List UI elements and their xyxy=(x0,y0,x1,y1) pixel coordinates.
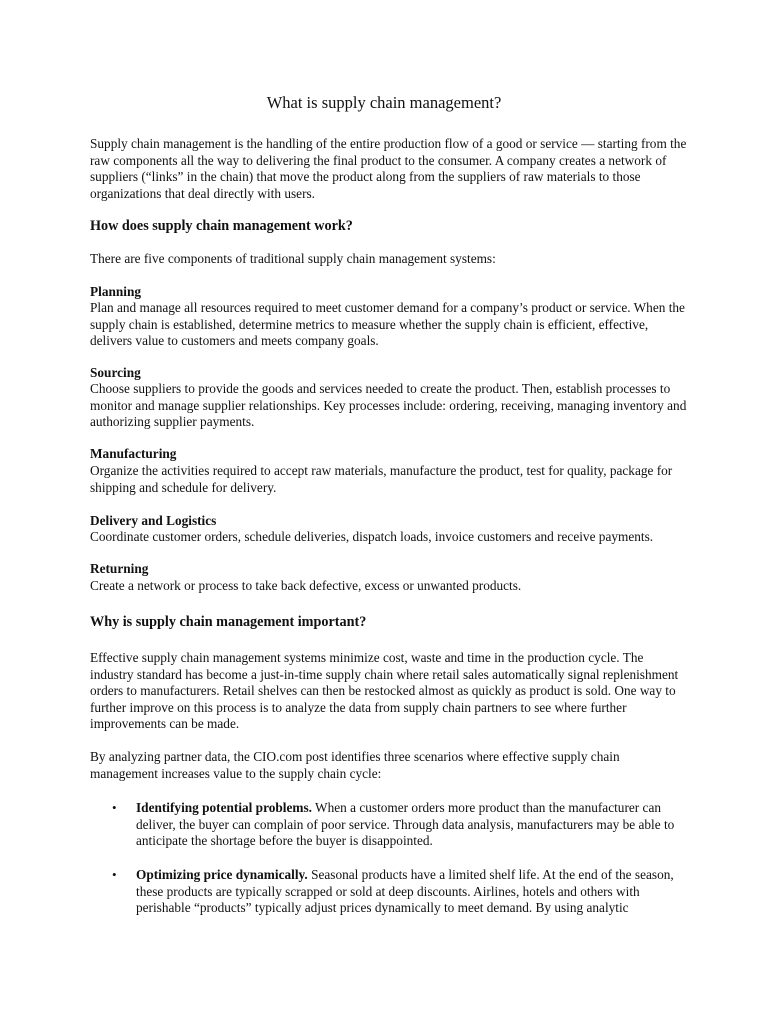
bullet-marker: • xyxy=(112,800,117,815)
list-item-lead: Identifying potential problems. xyxy=(136,800,312,815)
component-heading-manufacturing: Manufacturing xyxy=(90,446,177,461)
list-item-body: Seasonal products have a limited shelf life. At the end of the season, these products are typically scrapped or sold at deep discounts. Airlines, hotels and others with perishable “products” typically adjust prices dynamically to meet demand. By using analytic xyxy=(136,867,674,915)
section-heading-why: Why is supply chain management important? xyxy=(90,614,367,630)
component-text-returning: Create a network or process to take back defective, excess or unwanted products. xyxy=(90,578,522,593)
component-text-sourcing: Choose suppliers to provide the goods and services needed to create the product. Then, establish processes to monitor and manage supplier relationships. Key processes include: ordering, receiving, managing inventory and authorizing supplier payments. xyxy=(90,381,687,429)
list-item-text xyxy=(136,867,681,917)
scenarios-paragraph: By analyzing partner data, the CIO.com post identifies three scenarios where effective supply chain management increases value to the supply chain cycle: xyxy=(90,749,620,781)
component-heading-returning: Returning xyxy=(90,561,149,576)
list-item-text xyxy=(136,800,681,850)
page-title: What is supply chain management? xyxy=(266,93,502,112)
component-text-manufacturing: Organize the activities required to accept raw materials, manufacture the product, test for quality, package for shipping and schedule for delivery. xyxy=(90,463,673,495)
list-item-body: When a customer orders more product than the manufacturer can deliver, the buyer can complain of poor service. Through data analysis, manufacturers may be able to anticipate the shortage before the buyer is disappointed. xyxy=(136,800,675,848)
importance-paragraph: Effective supply chain management systems minimize cost, waste and time in the production cycle. The industry standard has become a just-in-time supply chain where retail sales automatically signal replenishment orders to manufacturers. Retail shelves can then be restocked almost as quickly as product is sold. One way to further improve on this process is to analyze the data from supply chain partners to see where further improvements can be made. xyxy=(90,650,679,731)
component-heading-delivery: Delivery and Logistics xyxy=(90,513,217,528)
components-lead: There are five components of traditional supply chain management systems: xyxy=(90,251,496,266)
intro-paragraph: Supply chain management is the handling of the entire production flow of a good or service — starting from the raw components all the way to delivering the final product to the consumer. A company creates a network of suppliers (“links” in the chain) that move the product along from the suppliers of raw materials to those organizations that deal directly with users. xyxy=(90,136,687,201)
component-heading-sourcing: Sourcing xyxy=(90,365,141,380)
component-heading-planning: Planning xyxy=(90,284,141,299)
section-heading-how: How does supply chain management work? xyxy=(90,218,353,234)
bullet-marker: • xyxy=(112,867,117,882)
component-text-planning: Plan and manage all resources required to meet customer demand for a company’s product or service. When the supply chain is established, determine metrics to measure whether the supply chain is efficient, effective, delivers value to customers and meets company goals. xyxy=(90,300,685,348)
component-text-delivery: Coordinate customer orders, schedule deliveries, dispatch loads, invoice customers and receive payments. xyxy=(90,529,654,544)
list-item-lead: Optimizing price dynamically. xyxy=(136,867,308,882)
